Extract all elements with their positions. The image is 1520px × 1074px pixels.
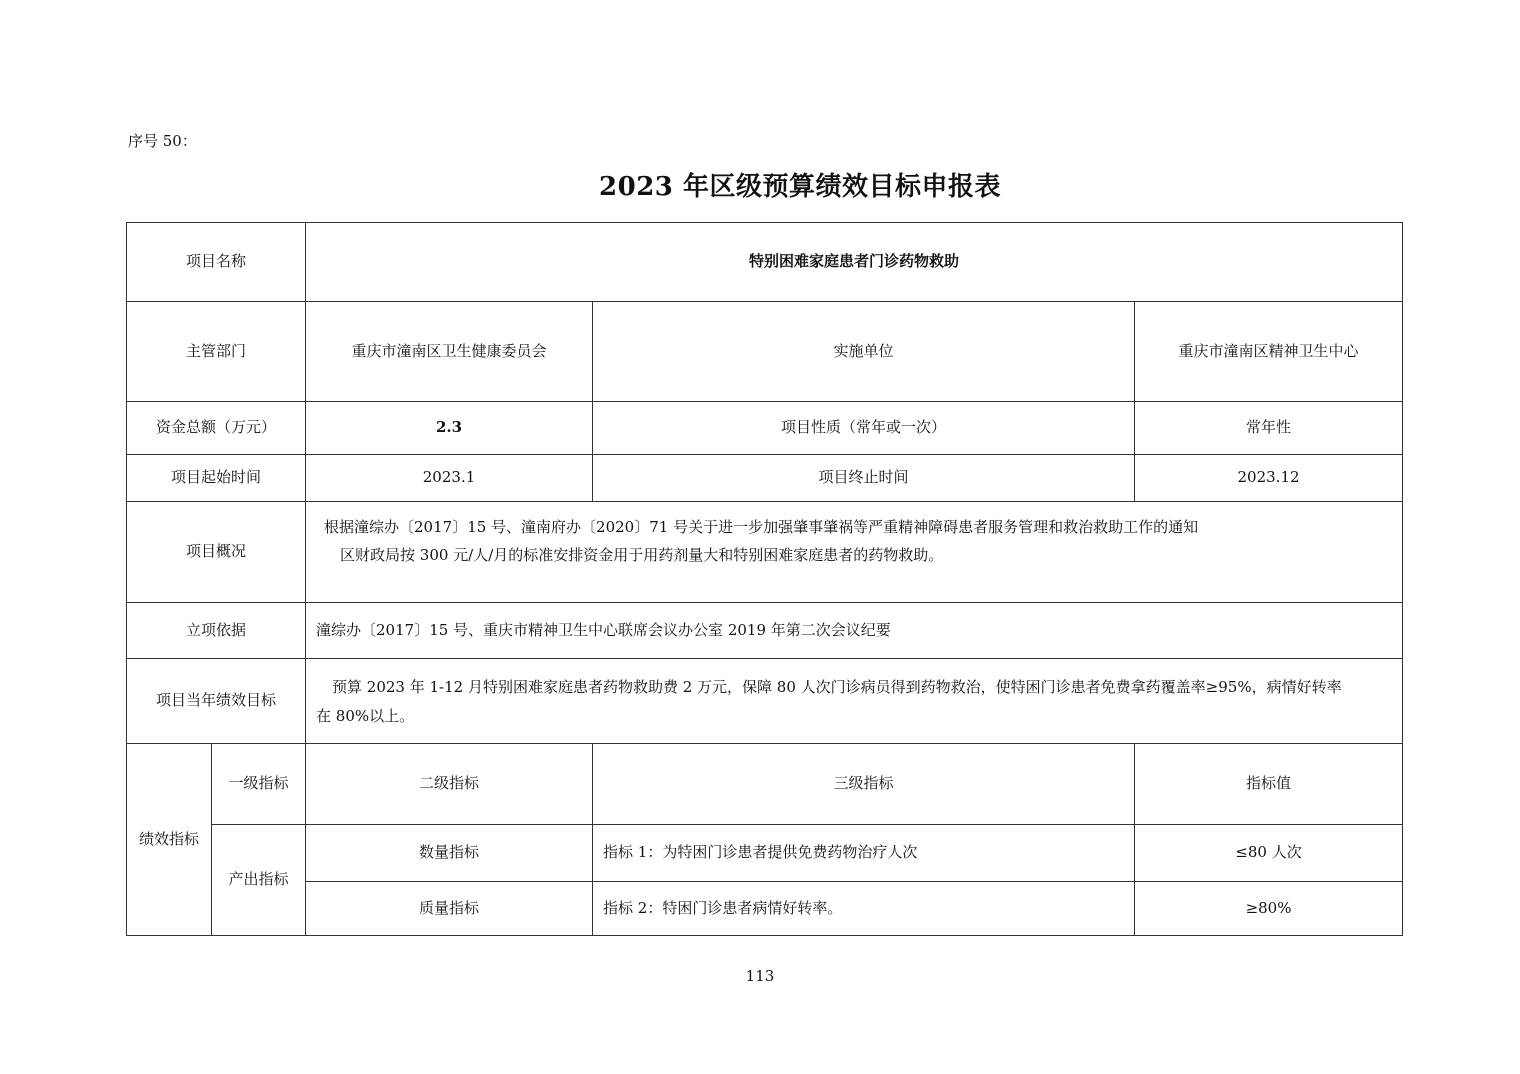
level3-indicator: 指标 2：特困门诊患者病情好转率。	[593, 882, 1135, 936]
start-time-label: 项目起始时间	[127, 455, 306, 502]
budget-performance-table	[126, 222, 1403, 936]
header-level2-indicator: 二级指标	[306, 744, 593, 825]
department-label: 主管部门	[127, 302, 306, 402]
indicators-section-label: 绩效指标	[127, 744, 212, 936]
project-name-label: 项目名称	[127, 223, 306, 302]
annual-goal-value	[306, 659, 1403, 744]
project-name-value: 特别困难家庭患者门诊药物救助	[306, 223, 1403, 302]
end-time-label: 项目终止时间	[593, 455, 1135, 502]
overview-line-1: 根据潼综办〔2017〕15 号、潼南府办〔2020〕71 号关于进一步加强肇事肇祸等严重精神障碍患者服务管理和救治救助工作的通知	[324, 518, 1199, 536]
output-indicator-label: 产出指标	[212, 825, 306, 936]
table-row	[127, 882, 1403, 936]
project-nature-value: 常年性	[1135, 402, 1403, 455]
header-level1-indicator: 一级指标	[212, 744, 306, 825]
start-time-value: 2023.1	[306, 455, 593, 502]
indicator-value: ≤80 人次	[1135, 825, 1403, 882]
project-nature-label: 项目性质（常年或一次）	[593, 402, 1135, 455]
department-value: 重庆市潼南区卫生健康委员会	[306, 302, 593, 402]
level3-indicator: 指标 1：为特困门诊患者提供免费药物治疗人次	[593, 825, 1135, 882]
row-basis	[127, 603, 1403, 659]
annual-goal-line-1: 预算 2023 年 1-12 月特别困难家庭患者药物救助费 2 万元，保障 80 人次门诊病员得到药物救治，使特困门诊患者免费拿药覆盖率≥95%，病情好转率	[332, 677, 1342, 696]
basis-label: 立项依据	[127, 603, 306, 659]
serial-number: 序号 50：	[128, 132, 197, 150]
row-funding	[127, 402, 1403, 455]
implementing-unit-label: 实施单位	[593, 302, 1135, 402]
overview-line-2: 区财政局按 300 元/人/月的标准安排资金用于用药剂量大和特别困难家庭患者的药物救助。	[340, 545, 944, 564]
overview-value	[306, 502, 1403, 603]
page-number: 113	[745, 967, 775, 985]
row-project-name	[127, 223, 1403, 302]
end-time-value: 2023.12	[1135, 455, 1403, 502]
row-indicator-headers	[127, 744, 1403, 825]
row-dates	[127, 455, 1403, 502]
row-department	[127, 302, 1403, 402]
fund-total-label: 资金总额（万元）	[127, 402, 306, 455]
overview-label: 项目概况	[127, 502, 306, 603]
annual-goal-label: 项目当年绩效目标	[127, 659, 306, 744]
table-row	[127, 825, 1403, 882]
implementing-unit-value: 重庆市潼南区精神卫生中心	[1135, 302, 1403, 402]
row-overview	[127, 502, 1403, 603]
document-title: 2023 年区级预算绩效目标申报表	[599, 172, 1001, 202]
header-level3-indicator: 三级指标	[593, 744, 1135, 825]
fund-total-value: 2.3	[306, 402, 593, 455]
header-indicator-value: 指标值	[1135, 744, 1403, 825]
level2-indicator: 数量指标	[306, 825, 593, 882]
annual-goal-line-2: 在 80%以上。	[316, 707, 415, 725]
indicator-value: ≥80%	[1135, 882, 1403, 936]
basis-value: 潼综办〔2017〕15 号、重庆市精神卫生中心联席会议办公室 2019 年第二次会议纪要	[306, 603, 1403, 659]
level2-indicator: 质量指标	[306, 882, 593, 936]
row-annual-goal	[127, 659, 1403, 744]
